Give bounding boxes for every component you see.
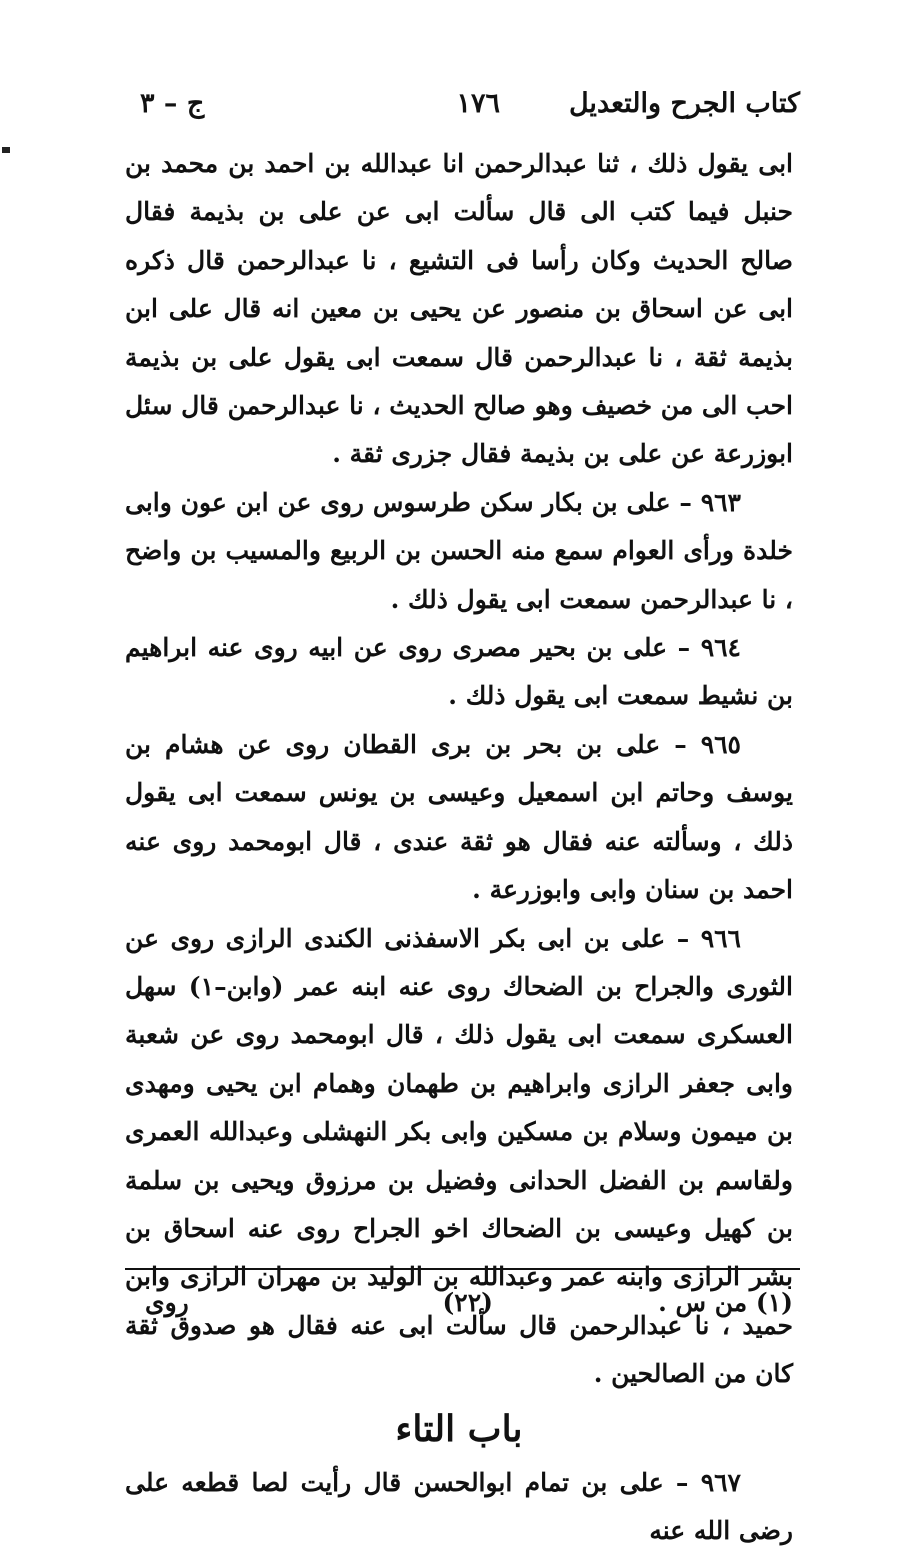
volume-label: ج – ٣ (140, 88, 205, 119)
page-header (140, 88, 800, 132)
scan-speck (2, 147, 10, 153)
section-heading: باب التاء (395, 1407, 523, 1450)
page-number: ١٧٦ (456, 88, 500, 119)
entry-965: ٩٦٥ – على بن بحر بن برى القطان روى عن هشام بن يوسف وحاتم ابن اسمعيل وعيسى بن يونس سمعت ابى يقول ذلك ، وسألته عنه فقال هو ثقة عندى ، قال ابومحمد روى عنه احمد بن سنان وابى وابوزرعة . (125, 729, 793, 905)
page-body (125, 140, 793, 1555)
book-title: كتاب الجرح والتعديل (568, 88, 800, 119)
page-footer (125, 1288, 793, 1328)
entry-966: ٩٦٦ – على بن ابى بكر الاسفذنى الكندى الرازى روى عن الثورى والجراح بن الضحاك روى عنه ابنه عمر (وابن–١) سهل العسكرى سمعت ابى يقول ذلك ، قال ابومحمد روى عن شعبة وابى جعفر الرازى وابراهيم بن طهمان وهمام ابن يحيى ومهدى بن ميمون وسلام بن مسكين وابى بكر النهشلى وعبدالله العمرى ولقاسم بن الفضل الحدانى وفضيل بن مرزوق ويحيى بن سلمة بن كهيل وعيسى بن الضحاك اخو الجراح روى عنه اسحاق بن بشر الرازى وابنه عمر وعبدالله بن الوليد بن مهران الرازى وابن حميد ، نا عبدالرحمن قال سألت ابى عنه فقال هو صدوق ثقة كان من الصالحين . (125, 923, 793, 1389)
continuation-paragraph: ابى يقول ذلك ، ثنا عبدالرحمن انا عبدالله بن احمد بن محمد بن حنبل فيما كتب الى قال سألت ابى عن على بن بذيمة فقال صالح الحديث وكان رأسا فى التشيع ، نا عبدالرحمن قال ذكره ابى عن اسحاق بن منصور عن يحيى بن معين انه قال على ابن بذيمة ثقة ، نا عبدالرحمن قال سمعت ابى يقول على بن بذيمة احب الى من خصيف وهو صالح الحديث ، نا عبدالرحمن قال سئل ابوزرعة عن على بن بذيمة فقال جزرى ثقة . (125, 149, 793, 469)
catchword: روى (145, 1288, 189, 1317)
footnote: (١) من س . (658, 1288, 793, 1317)
signature-mark: (٢٢) (442, 1288, 493, 1317)
entry-964: ٩٦٤ – على بن بحير مصرى روى عن ابيه روى عنه ابراهيم بن نشيط سمعت ابى يقول ذلك . (125, 633, 793, 711)
entry-967: ٩٦٧ – على بن تمام ابوالحسن قال رأيت لصا قطعه على رضى الله عنه (125, 1467, 793, 1545)
entry-963: ٩٦٣ – على بن بكار سكن طرسوس روى عن ابن عون وابى خلدة ورأى العوام سمع منه الحسن بن الربيع والمسيب بن واضح ، نا عبدالرحمن سمعت ابى يقول ذلك . (125, 487, 793, 614)
footnote-rule (125, 1268, 800, 1270)
